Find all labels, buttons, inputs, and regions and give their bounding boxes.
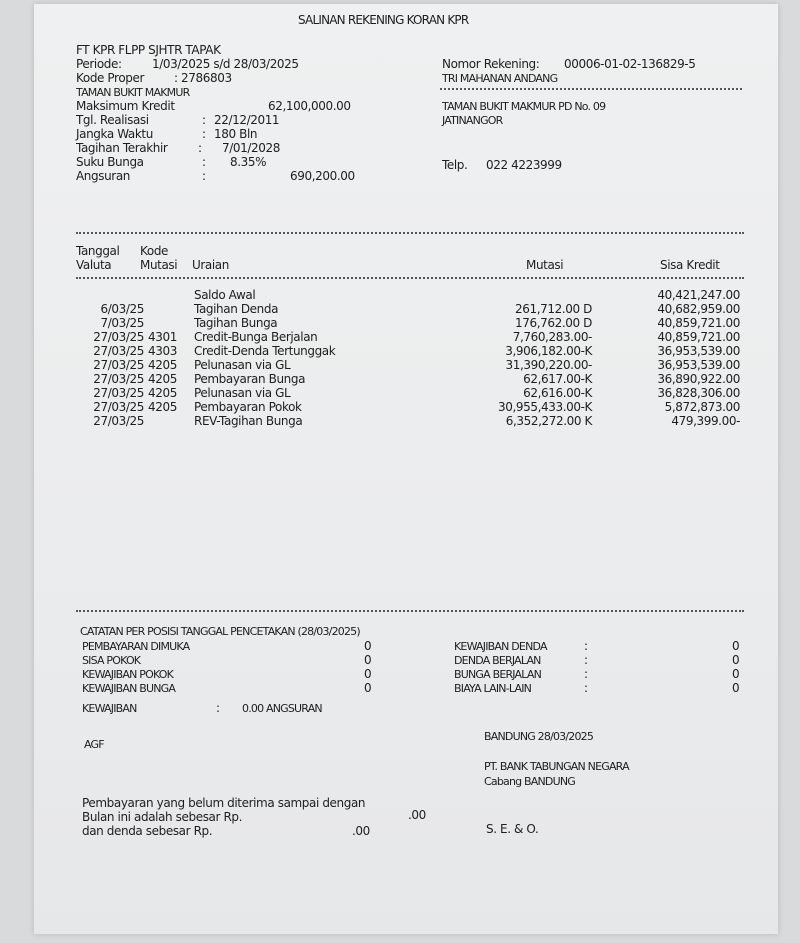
notes-right-label: KEWAJIBAN DENDA xyxy=(454,640,547,653)
loan-value-angsuran: 690,200.00 xyxy=(290,169,355,183)
account-no-value: 00006-01-02-136829-5 xyxy=(564,57,696,71)
notes-left-value: 0 xyxy=(364,639,372,653)
notes-title: CATATAN PER POSISI TANGGAL PENCETAKAN (28/03/2025) xyxy=(80,625,360,638)
colon-sep: : xyxy=(198,141,202,155)
loan-value-tagihan-terakhir: 7/01/2028 xyxy=(222,141,280,155)
row-date: 6/03/25 xyxy=(100,302,144,316)
colon-sep: : xyxy=(584,653,588,667)
notes-right-value: 0 xyxy=(732,667,740,681)
payment-note-line3: dan denda sebesar Rp. xyxy=(82,824,213,838)
row-desc: Pelunasan via GL xyxy=(194,358,291,372)
notes-right-value: 0 xyxy=(732,639,740,653)
row-balance: 36,828,306.00 xyxy=(657,386,740,400)
row-code: 4303 xyxy=(148,344,177,358)
notes-left-label: PEMBAYARAN DIMUKA xyxy=(82,640,190,653)
row-amount: 176,762.00 D xyxy=(515,316,592,330)
row-desc: Tagihan Denda xyxy=(194,302,279,316)
row-amount: 7,760,283.00- xyxy=(512,330,592,344)
colon-sep: : xyxy=(584,681,588,695)
notes-left-value: 0 xyxy=(364,681,372,695)
row-balance: 5,872,873.00 xyxy=(664,400,740,414)
row-desc: REV-Tagihan Bunga xyxy=(194,414,303,428)
colon-sep: : xyxy=(584,639,588,653)
address-line2: JATINANGOR xyxy=(442,114,503,127)
table-row xyxy=(34,303,778,316)
officer-code: AGF xyxy=(84,738,104,751)
housing-name: TAMAN BUKIT MAKMUR xyxy=(76,86,190,99)
kewajiban-label: KEWAJIBAN xyxy=(82,702,137,715)
col-kode: Kode xyxy=(140,244,169,258)
notes-left-label: SISA POKOK xyxy=(82,654,141,667)
row-code: 4205 xyxy=(148,358,177,372)
loan-label-suku-bunga: Suku Bunga xyxy=(76,155,144,169)
period-value: 1/03/2025 s/d 28/03/2025 xyxy=(152,57,299,71)
notes-right-label: BUNGA BERJALAN xyxy=(454,668,542,681)
notes-right-label: BIAYA LAIN-LAIN xyxy=(454,682,532,695)
col-mutasi: Mutasi xyxy=(140,258,178,272)
address-line1: TAMAN BUKIT MAKMUR PD No. 09 xyxy=(442,100,606,113)
colon-sep: : xyxy=(202,155,206,169)
col-tanggal: Tanggal xyxy=(76,244,120,258)
table-row xyxy=(34,359,778,372)
loan-label-max-kredit: Maksimum Kredit xyxy=(76,99,175,113)
row-desc: Credit-Bunga Berjalan xyxy=(194,330,318,344)
header-divider xyxy=(440,88,742,90)
row-amount: 62,616.00-K xyxy=(523,386,592,400)
row-date: 27/03/25 xyxy=(93,330,144,344)
row-date: 27/03/25 xyxy=(93,386,144,400)
table-row-opening xyxy=(34,289,778,302)
proper-code-label: Kode Proper xyxy=(76,71,144,85)
row-amount: 30,955,433.00-K xyxy=(498,400,592,414)
period-label: Periode: xyxy=(76,57,122,71)
colon-sep: : xyxy=(202,169,206,183)
row-balance: 479,399.00- xyxy=(671,414,740,428)
table-row xyxy=(34,317,778,330)
seo-mark: S. E. & O. xyxy=(486,822,539,836)
row-balance: 36,953,539.00 xyxy=(657,358,740,372)
notes-divider xyxy=(76,610,744,612)
statement-title: SALINAN REKENING KORAN KPR xyxy=(298,13,469,27)
row-amount: 3,906,182.00-K xyxy=(505,344,592,358)
colon-sep: : xyxy=(584,667,588,681)
col-mutasi-amount: Mutasi xyxy=(526,258,564,272)
notes-left-value: 0 xyxy=(364,667,372,681)
col-valuta: Valuta xyxy=(76,258,112,272)
table-header-divider xyxy=(76,277,744,279)
row-desc: Pembayaran Bunga xyxy=(194,372,306,386)
row-amount: 261,712.00 D xyxy=(515,302,592,316)
row-balance: 36,890,922.00 xyxy=(657,372,740,386)
phone-label: Telp. xyxy=(442,158,468,172)
statement-paper xyxy=(34,4,778,934)
loan-value-max-kredit: 62,100,000.00 xyxy=(268,99,351,113)
institution: FT KPR FLPP SJHTR TAPAK xyxy=(76,43,221,57)
table-row xyxy=(34,415,778,428)
colon-sep: : xyxy=(202,113,206,127)
opening-balance: 40,421,247.00 xyxy=(657,288,740,302)
row-balance: 36,953,539.00 xyxy=(657,344,740,358)
bank-name: PT. BANK TABUNGAN NEGARA xyxy=(484,760,629,773)
row-amount: 62,617.00-K xyxy=(523,372,592,386)
row-date: 27/03/25 xyxy=(93,358,144,372)
table-top-divider xyxy=(76,232,744,234)
loan-value-suku-bunga: 8.35% xyxy=(230,155,267,169)
row-amount: 31,390,220.00- xyxy=(505,358,592,372)
notes-left-label: KEWAJIBAN POKOK xyxy=(82,668,174,681)
row-balance: 40,859,721.00 xyxy=(657,316,740,330)
notes-right-value: 0 xyxy=(732,653,740,667)
bank-branch: Cabang BANDUNG xyxy=(484,775,575,788)
loan-label-jangka: Jangka Waktu xyxy=(76,127,153,141)
denda-amount: .00 xyxy=(352,824,370,838)
row-code: 4205 xyxy=(148,400,177,414)
row-desc: Credit-Denda Tertunggak xyxy=(194,344,336,358)
loan-label-angsuran: Angsuran xyxy=(76,169,130,183)
loan-label-tagihan-terakhir: Tagihan Terakhir xyxy=(76,141,168,155)
loan-value-realisasi: 22/12/2011 xyxy=(214,113,280,127)
loan-label-realisasi: Tgl. Realisasi xyxy=(76,113,149,127)
table-row xyxy=(34,401,778,414)
account-no-label: Nomor Rekening: xyxy=(442,57,540,71)
row-date: 27/03/25 xyxy=(93,372,144,386)
col-uraian: Uraian xyxy=(192,258,229,272)
row-desc: Pelunasan via GL xyxy=(194,386,291,400)
place-date: BANDUNG 28/03/2025 xyxy=(484,730,594,743)
table-row xyxy=(34,345,778,358)
row-desc: Tagihan Bunga xyxy=(194,316,278,330)
kewajiban-value: 0.00 ANGSURAN xyxy=(242,702,322,715)
notes-right-label: DENDA BERJALAN xyxy=(454,654,541,667)
row-date: 7/03/25 xyxy=(100,316,144,330)
payment-note-line2: Bulan ini adalah sebesar Rp. xyxy=(82,810,243,824)
row-balance: 40,682,959.00 xyxy=(657,302,740,316)
payment-amount: .00 xyxy=(408,808,426,822)
loan-value-jangka: 180 Bln xyxy=(214,127,258,141)
customer-name: TRI MAHANAN ANDANG xyxy=(442,72,558,85)
proper-code-value: : 2786803 xyxy=(174,71,232,85)
row-amount: 6,352,272.00 K xyxy=(505,414,592,428)
row-balance: 40,859,721.00 xyxy=(657,330,740,344)
row-date: 27/03/25 xyxy=(93,414,144,428)
notes-left-label: KEWAJIBAN BUNGA xyxy=(82,682,176,695)
col-sisa-kredit: Sisa Kredit xyxy=(660,258,720,272)
row-code: 4205 xyxy=(148,386,177,400)
row-desc: Pembayaran Pokok xyxy=(194,400,302,414)
colon-sep: : xyxy=(216,701,220,715)
notes-left-value: 0 xyxy=(364,653,372,667)
row-code: 4205 xyxy=(148,372,177,386)
table-row xyxy=(34,387,778,400)
table-row xyxy=(34,331,778,344)
colon-sep: : xyxy=(202,127,206,141)
phone-value: 022 4223999 xyxy=(486,158,562,172)
row-code: 4301 xyxy=(148,330,177,344)
table-row xyxy=(34,373,778,386)
payment-note-line1: Pembayaran yang belum diterima sampai dengan xyxy=(82,796,366,810)
notes-right-value: 0 xyxy=(732,681,740,695)
row-date: 27/03/25 xyxy=(93,400,144,414)
opening-label: Saldo Awal xyxy=(194,288,256,302)
row-date: 27/03/25 xyxy=(93,344,144,358)
